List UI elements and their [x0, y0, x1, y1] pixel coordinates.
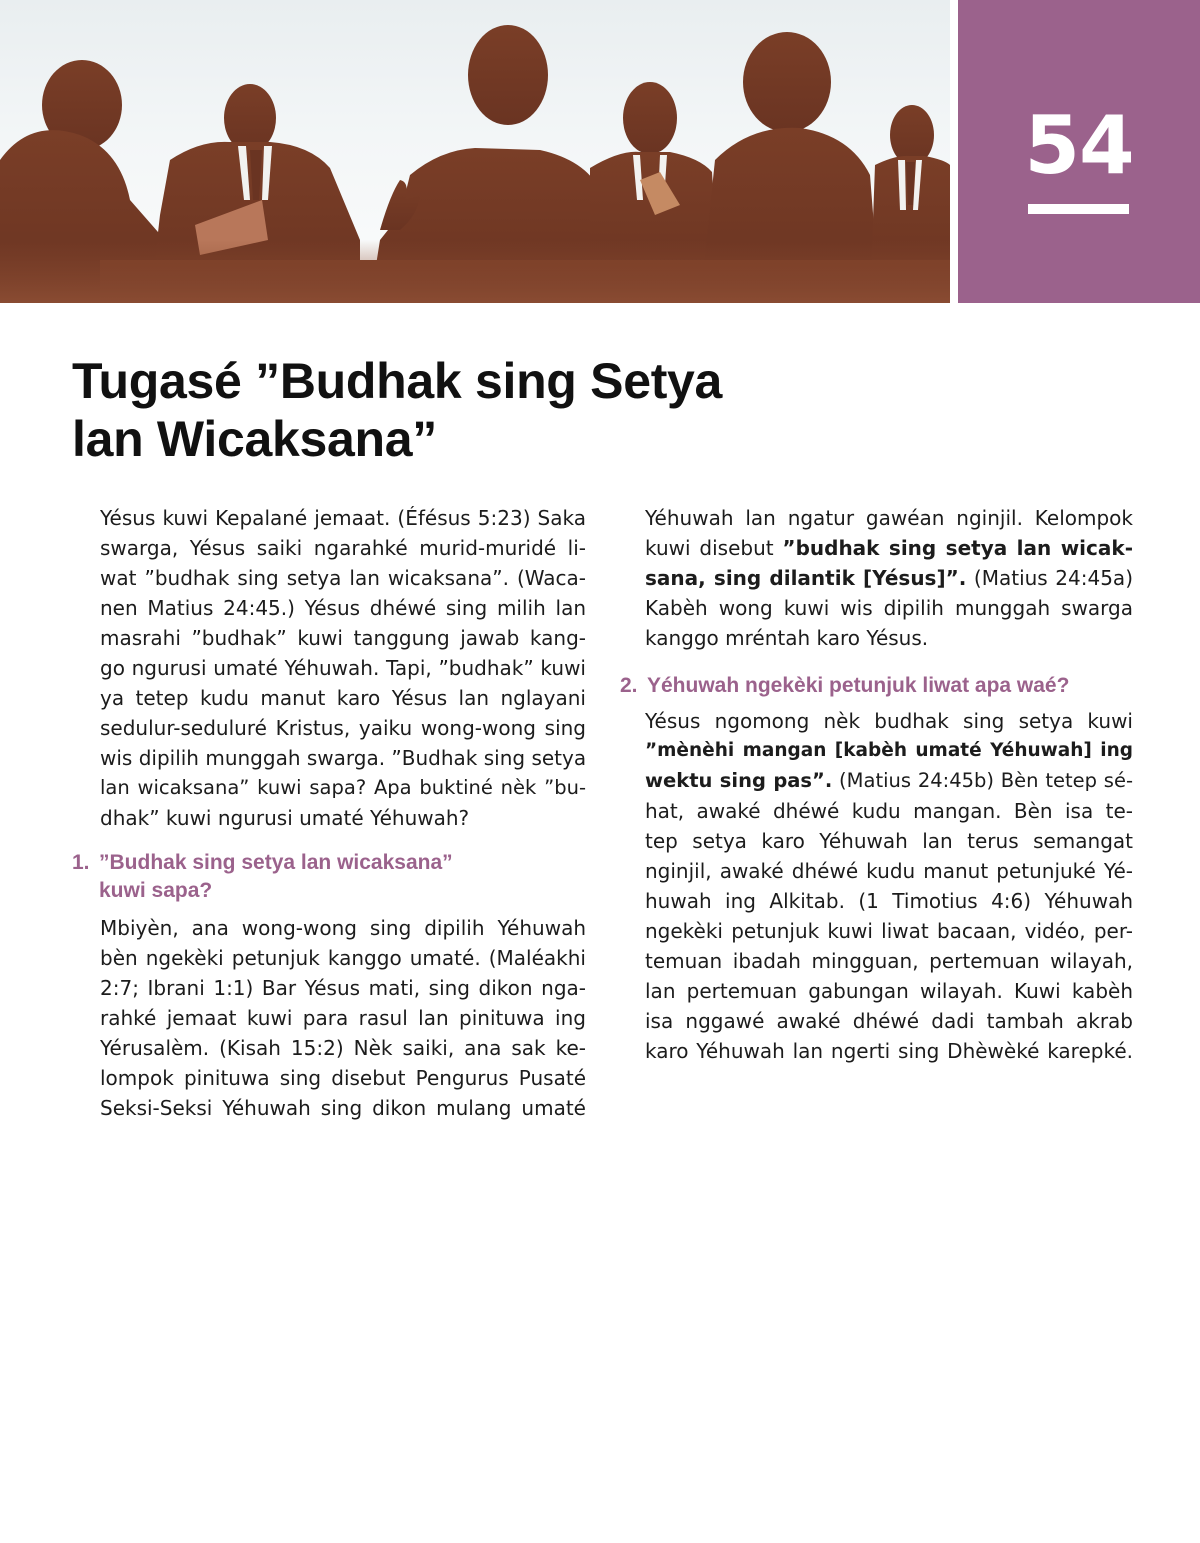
- text-line: Yérusalèm. (Kisah 15:2) Nèk saiki, ana sak ke-: [100, 1036, 586, 1060]
- text-line: Kabèh wong kuwi wis dipilih munggah swarga: [645, 596, 1133, 620]
- section-number: 2.: [620, 674, 638, 697]
- section-2-body: [645, 706, 1133, 1066]
- text-line: ngekèki petunjuk kuwi liwat bacaan, vidéo, per-: [645, 919, 1133, 943]
- text-line: dhak” kuwi ngurusi umaté Yéhuwah?: [100, 806, 470, 830]
- text-line: Yésus ngomong nèk budhak sing setya kuwi: [645, 709, 1133, 733]
- text-line: sana, sing dilantik [Yésus]”. (Matius 24:45a): [645, 566, 1133, 590]
- section-1-heading: [72, 849, 592, 905]
- text-line: Yéhuwah lan ngatur gawéan nginjil. Kelompok: [645, 506, 1133, 530]
- text-line: kuwi disebut ”budhak sing setya lan wicak-: [645, 536, 1133, 560]
- bold-quote: ”mènèhi mangan [kabèh umaté Yéhuwah] ing: [645, 740, 1133, 761]
- text-line: lan pertemuan gabungan wilayah. Kuwi kabèh: [645, 979, 1133, 1003]
- text-line: wat ”budhak sing setya lan wicaksana”. (Waca-: [100, 566, 586, 590]
- text-line: lompok pinituwa sing disebut Pengurus Pusaté: [100, 1066, 586, 1090]
- section-heading-line: kuwi sapa?: [99, 879, 213, 902]
- text-line: hat, awaké dhéwé kudu mangan. Bèn isa te-: [645, 799, 1133, 823]
- text-line: wis dipilih munggah swarga. ”Budhak sing setya: [100, 746, 587, 770]
- text-line: swarga, Yésus saiki ngarahké murid-muridé li-: [100, 536, 586, 560]
- text-line: masrahi ”budhak” kuwi tanggung jawab kang-: [100, 626, 586, 650]
- text-line: lan wicaksana” kuwi sapa? Apa buktiné nèk ”bu-: [100, 776, 586, 799]
- text-line: rahké jemaat kuwi para rasul lan pinituwa ing: [100, 1006, 586, 1030]
- header-illustration: [0, 0, 950, 303]
- text-line: nen Matius 24:45.) Yésus dhéwé sing milih lan: [100, 596, 586, 620]
- text-line: 2:7; Ibrani 1:1) Bar Yésus mati, sing dikon nga-: [100, 976, 586, 1000]
- text-line: Mbiyèn, ana wong-wong sing dipilih Yéhuwah: [100, 916, 586, 940]
- text-line: karo Yéhuwah lan ngerti sing Dhèwèké karepké.: [645, 1039, 1133, 1063]
- text-line: nginjil, awaké dhéwé kudu manut petunjuké Yé-: [645, 859, 1133, 883]
- chapter-underline: [1028, 204, 1129, 214]
- text-line: tep setya karo Yéhuwah lan terus semangat: [645, 829, 1133, 853]
- section-number: 1.: [72, 851, 90, 874]
- section-1-continued: [645, 503, 1133, 653]
- lesson-title-line: Tugasé ”Budhak sing Setya: [72, 353, 723, 409]
- section-1-body: [100, 913, 586, 1123]
- meeting-silhouettes-image: [0, 0, 950, 303]
- chapter-number: 54: [1024, 99, 1134, 192]
- bold-quote: wektu sing pas”.: [645, 769, 833, 792]
- text-line: Yésus kuwi Kepalané jemaat. (Éfésus 5:23) Saka: [100, 506, 586, 530]
- text-line: sedulur-seduluré Kristus, yaiku wong-wong sing: [100, 716, 586, 740]
- bold-quote: sana, sing dilantik [Yésus]”.: [645, 566, 967, 590]
- section-2-heading: [620, 672, 1180, 700]
- intro-paragraph: [100, 503, 586, 833]
- chapter-number-box: [958, 0, 1200, 303]
- left-column: [100, 503, 586, 833]
- text-line: huwah ing Alkitab. (1 Timotius 4:6) Yéhuwah: [645, 889, 1133, 913]
- text-line: go ngurusi umaté Yéhuwah. Tapi, ”budhak” kuwi: [100, 656, 586, 680]
- text-line: Seksi-Seksi Yéhuwah sing dikon mulang umaté: [100, 1096, 586, 1120]
- text-line: temuan ibadah mingguan, pertemuan wilayah,: [645, 949, 1133, 973]
- text-line: isa nggawé awaké dhéwé dadi tambah akrab: [645, 1009, 1133, 1033]
- lesson-title-line: lan Wicaksana”: [72, 411, 437, 467]
- text-line: wektu sing pas”. (Matius 24:45b) Bèn tetep sé-: [645, 769, 1133, 792]
- section-heading-line: Yéhuwah ngekèki petunjuk liwat apa waé?: [647, 674, 1070, 697]
- lesson-title: [72, 352, 872, 468]
- text-line: ya tetep kudu manut karo Yésus lan nglayani: [100, 686, 586, 710]
- text-line: [645, 736, 1133, 766]
- text-line: kanggo mréntah karo Yésus.: [645, 626, 929, 650]
- text-line: bèn ngekèki petunjuk kanggo umaté. (Maléakhi: [100, 946, 586, 970]
- section-heading-line: ”Budhak sing setya lan wicaksana”: [99, 851, 453, 874]
- bold-quote: ”budhak sing setya lan wicak-: [782, 536, 1133, 560]
